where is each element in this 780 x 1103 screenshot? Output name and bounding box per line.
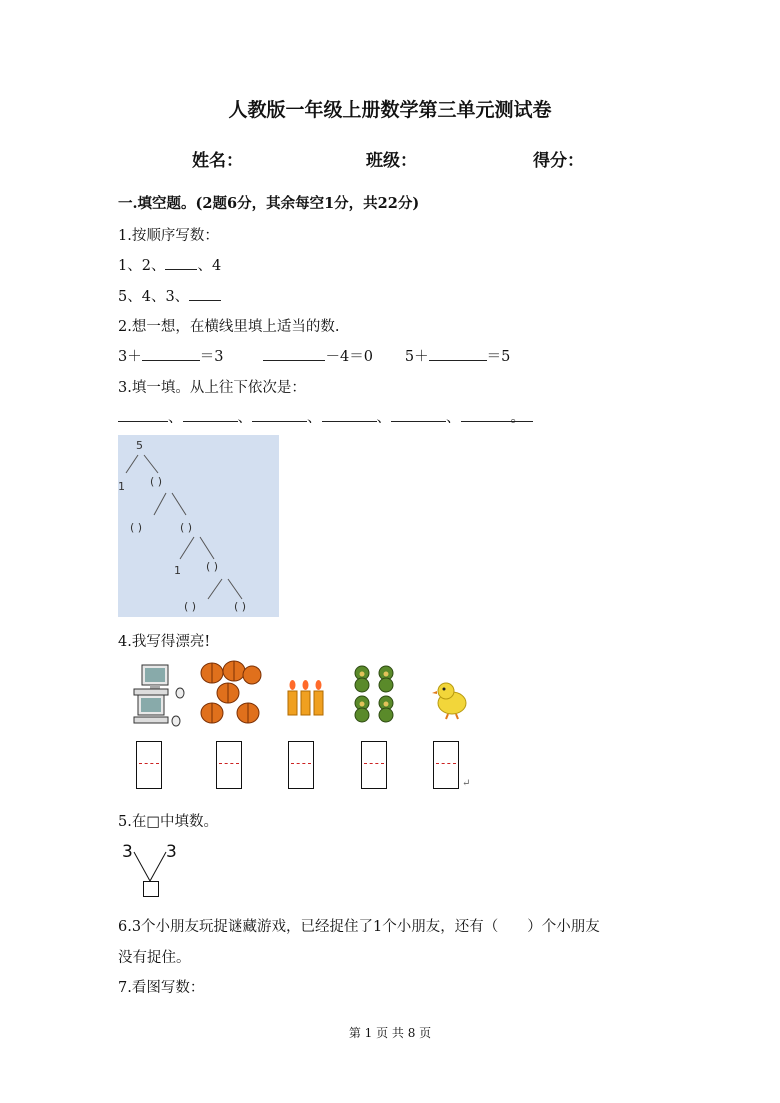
page-title: 人教版一年级上册数学第三单元测试卷	[228, 99, 552, 121]
q1-row2	[118, 285, 221, 306]
writing-box-3[interactable]	[288, 741, 314, 789]
tree-paren-6[interactable]: ( )	[234, 600, 247, 613]
q3-answer-line	[118, 406, 533, 427]
q3-prompt: 3.填一填。从上往下依次是：	[118, 380, 306, 396]
return-mark: ↵	[462, 778, 471, 789]
candle-icon	[278, 659, 342, 727]
q3-sep: 、	[376, 410, 391, 426]
q3-blank-3[interactable]	[252, 407, 307, 423]
q1-row2-text: 5、4、3、	[118, 289, 190, 305]
tree-paren-4[interactable]: ( )	[206, 560, 219, 573]
q3-sep: 、	[168, 410, 183, 426]
q2-eq1-b: ＝3	[199, 349, 224, 365]
q3-end: 。	[511, 406, 526, 422]
q4-picture-row	[118, 659, 463, 789]
bond-right: 3	[166, 842, 177, 862]
q2-blank-2[interactable]	[263, 346, 325, 362]
computer-icon	[128, 659, 192, 727]
q1-prompt: 1.按顺序写数：	[118, 228, 219, 244]
q6-line-2: 没有捉住。	[118, 950, 191, 966]
q1-row1-a: 1、2、	[118, 258, 166, 274]
score-label: 得分：	[533, 151, 584, 171]
q3-sep: 、	[446, 410, 461, 426]
q3-sep: 、	[237, 410, 252, 426]
q2-eq3-a: 5＋	[404, 349, 429, 365]
q3-sep: 、	[307, 410, 322, 426]
q3-blank-6[interactable]	[461, 407, 511, 423]
tree-paren-1[interactable]: ( )	[150, 475, 163, 488]
q1-row1-b: 、4	[197, 258, 222, 274]
q3-blank-1[interactable]	[118, 407, 168, 423]
q1-blank-2[interactable]	[189, 286, 221, 302]
bond-left: 3	[122, 842, 133, 862]
tree-paren-3[interactable]: ( )	[180, 521, 193, 534]
tree-paren-2[interactable]: ( )	[130, 521, 143, 534]
writing-box-2[interactable]	[216, 741, 242, 789]
q1-blank-1[interactable]	[165, 255, 197, 271]
writing-box-4[interactable]	[361, 741, 387, 789]
q3-blank-5[interactable]	[391, 407, 446, 423]
q7-prompt: 7.看图写数：	[118, 980, 205, 996]
q2-blank-3[interactable]	[429, 346, 487, 362]
bear-icon	[348, 659, 412, 727]
decomposition-tree	[118, 435, 279, 617]
chick-icon	[422, 659, 486, 727]
q2-prompt: 2.想一想，在横线里填上适当的数.	[118, 319, 340, 335]
tree-left-2: 1	[174, 564, 181, 577]
writing-box-5[interactable]	[433, 741, 459, 789]
class-label: 班级：	[366, 151, 417, 171]
page-footer: 第 1 页 共 8 页	[348, 1026, 432, 1040]
tree-lines	[118, 435, 279, 617]
q1-row1	[118, 254, 221, 275]
writing-box-1[interactable]	[136, 741, 162, 789]
q2-equations	[118, 345, 510, 366]
tree-top: 5	[136, 439, 143, 452]
q3-blank-2[interactable]	[183, 407, 238, 423]
q2-eq1-a: 3＋	[118, 349, 142, 365]
number-bond	[118, 838, 188, 900]
q4-prompt: 4.我写得漂亮!	[118, 634, 211, 650]
q2-eq2-b: －4＝0	[325, 349, 373, 365]
q2-blank-1[interactable]	[142, 346, 200, 362]
q3-blank-4[interactable]	[322, 407, 377, 423]
q6-line-1: 6.3个小朋友玩捉谜藏游戏，已经捉住了1个小朋友，还有（ ）个小朋友	[118, 919, 600, 935]
tree-paren-5[interactable]: ( )	[184, 600, 197, 613]
q2-eq3-b: ＝5	[486, 349, 511, 365]
section-heading: 一.填空题。(2题6分，其余每空1分，共22分)	[118, 195, 420, 212]
q5-prompt: 5.在□中填数。	[118, 814, 219, 830]
name-label: 姓名：	[192, 151, 243, 171]
tree-left-1: 1	[118, 480, 125, 493]
lantern-icon	[198, 659, 262, 727]
bond-answer-box[interactable]	[143, 881, 159, 897]
